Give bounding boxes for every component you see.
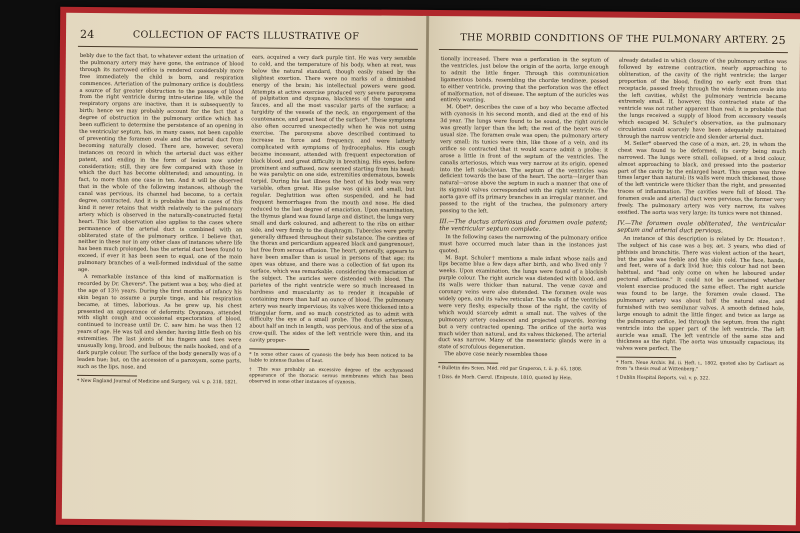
left-column-2 xyxy=(249,54,416,386)
paragraph: M. Seiler* observed the case of a man, æt. 29, in whom the chest was found to be deformed, its cavity being much narrowed. The lungs were small, collapsed, of a livid colour, almost approaching to black, and pressed into the posterior part of the cavity by the enlarged heart. This organ was three times larger than natural; its walls were much thickened, those of the left ventricle were thicker than the right, and presented traces of inflammation. The cavities were full of blood. The foramen ovale and arterial duct were pervious, the former very freely. The pulmonary artery was very narrow, its valves ossified. The aorta was very large; its tunics were not thinned. xyxy=(617,140,787,217)
left-page-number: 24 xyxy=(79,27,95,42)
right-column-1 xyxy=(438,56,609,383)
left-page-header xyxy=(66,29,426,46)
paragraph: M. Obet*, describes the case of a boy who became affected with cyanosis in his second month, and died at the end of his 3d year. The lungs were found to be sound, the right auricle was greatly larger than the left; the rest of the heart was of usual size. The foramen ovale was open; the pulmonary artery very small; its tunics were thin, like those of a vein, and its orifice so contracted that it would scarce admit a probe; it arose a little in front of the septum of the ventricles. The canalis arteriosus, which was very narrow at its origin, opened into the left subclavian. The septum of the ventricles was deficient towards the base of the heart. The aorta—larger than natural—arose above the septum in such a manner that one of its sigmoid valves corresponded with the right ventricle. The aorta gave off its primary branches in an irregular manner, and passed to the right of the trachea, the pulmonary artery passing to the left. xyxy=(439,104,609,215)
paragraph: already detailed in which closure of the pulmonary orifice was followed by extreme contraction, nearly approaching to obliteration, of the cavity of the right ventricle; the larger proportion of the blood, finding no early exit from that receptacle, passed freely through the wide foramen ovale into the left cavities, whilst the pulmonary ventricle became extremely small. If, however, this contracted state of the ventricle was not rather apparent than real, it is probable that the lungs received a supply of blood from accessory vessels which escaped M. Schuler's observation, as the pulmonary circulation could scarcely have been adequately maintained through the narrow ventricle and slender arterial duct. xyxy=(618,57,787,141)
left-page xyxy=(62,13,426,522)
footnote-rule xyxy=(438,362,498,364)
paragraph: An instance of this description is related by Dr. Houston†. The subject of his case was a boy, æt. 3 years, who died of phthisis and bronchitis. There was violent action of the heart, but the pulse was feeble and the skin cold. The face, hands, and feet, were of a dark livid hue; this colour had not been habitual, and "had only come on when he laboured under pectoral affections." It could not be ascertained whether violent exercise produced the same effect. The right auricle was found to be large, the foramen ovale closed. The pulmonary artery was about half the natural size, and furnished with two semilunar valves. A smooth defined hole, large enough to admit the little finger, and twice as large as the pulmonary orifice, led through the septum, from the right ventricle into the upper part of the left ventricle. The left auricle was small. The left ventricle of the same size and thickness as the right. The aorta was unusually capacious; its valves were perfect. The xyxy=(616,235,786,353)
footnote-rule xyxy=(77,375,137,377)
paragraph: A remarkable instance of this kind of malformation is recorded by Dr. Chevers*. The patient was a boy, who died at the age of 13½ years. During the first months of infancy his skin began to assume a purple tinge, and his respiration became, at times, laborious. As he grew up, his chest presented an appearance of deformity. Dyspnœa, attended with slight cough and occasional expectoration of blood, continued to increase until Dr. C. saw him: he was then 12 years of age. He was tall and slender, having little flesh on his extremities. The last joints of his fingers and toes were unusually long, broad, and bulbous; the nails hooked, and of a dark purple colour. The surface of the body generally was of a leaden hue; but, on the accession of a paroxysm, some parts, such as the lips, nose, and xyxy=(77,273,242,371)
paragraph: tionally increased. There was a perforation in the septum of the ventricles, just below the origin of the aorta, large enough to admit the little finger. Through this communication ligamentous bands, resembling the chordæ tendineæ, passed to either ventricle, proving that the perforation was the effect of malformation, not of disease. The septum of the auricles was entirely wanting. xyxy=(440,56,609,104)
section-heading: III.—The ductus arteriosus and foramen ovale patent; the ventricular septum complete. xyxy=(439,217,608,233)
footnote: † Dublin Hospital Reports, vol. v. p. 322. xyxy=(616,375,710,382)
footnote: * Horn. Neue Archiv. Bd. ii. Heft. i., 1802, quoted also by Carlisart as from "a thesis read at Wittenberg." xyxy=(616,360,785,373)
right-header-rule xyxy=(439,49,788,53)
paragraph: bebly due to the fact that, to whatever extent the urination of the pulmonary artery may have gone, the entrance of blood through its narrowed orifice is rendered considerably more free immediately the child is born, and respiration commences. Arteriation of the pulmonary orifice is doubtless a source of far greater obstruction to the passage of blood from the right ventricle during intra-uterine life, while the respiratory organs are inactive, than it is subsequently to birth; hence we may probably account for the fact that a degree of obstruction in the pulmonary orifice which has been sufficient to determine the persistence of an opening in the ventricular septum, has, in many cases, not been capable of preventing the foramen ovale and the arterial duct from becoming naturally closed. There are, however, several instances on record in which the arterial duct was either patent, and ending in the form of lesion now under consideration; still, they are few compared with those in which the duct has become obliterated; and amounting, in fact, to more than one case in ten. And it will be observed that in the whole of the following instances, although the canal was pervious, its channel had become, to a certain degree, contracted. And it is probable that in cases of this kind it never retains that width relatively to the pulmonary artery which is observed in the naturally-constructed fœtal heart. This last observation also applies to the cases where permanence of the arterial duct is combined with an obliterated state of the pulmonary orifice. I believe that, neither in these nor in any other class of instances where life has been much prolonged, has the arterial duct been found to exceed, if ever it has been seen to equal, one of the main pulmonary branches of a well-formed individual of the same age. xyxy=(77,52,244,274)
footnote: * In some other cases of cyanosis the body has been noticed to be liable to intense flushes of heat. xyxy=(249,352,414,365)
left-running-title: COLLECTION OF FACTS ILLUSTRATIVE OF xyxy=(132,29,360,43)
footnote: † This was probably an excessive degree of the ecchymosed appearance of the thoracic serous membranes which has been observed in some other instances of cyanosis. xyxy=(248,367,414,386)
right-column-2 xyxy=(616,58,787,384)
footnote: * New England Journal of Medicine and Surgery, vol. v. p. 218, 1821. xyxy=(76,378,238,386)
footnote-rule xyxy=(616,357,676,359)
open-book xyxy=(56,7,800,531)
left-header-rule xyxy=(78,46,418,50)
right-page xyxy=(425,16,800,525)
footnote-rule xyxy=(249,348,309,350)
right-page-header xyxy=(429,32,800,49)
right-page-number: 25 xyxy=(771,33,787,48)
footnote: * Bulletin des Scien. Méd. réd par Graperon, t. ii. p. 65, 1808. xyxy=(438,366,583,373)
paragraph: M. Bapt. Schuler† mentions a male infant whose nails and lips became blue a few days after birth, and who lived only 7 weeks. Upon examination, the lungs were found of a blackish purple colour. The right auricle was distended with blood, and its walls were thicker than natural. The venæ cavæ and coronary veins were also distended. The foramen ovale was widely open, and its valve reticular. The walls of the ventricles were very fleshy, especially those of the right, the cavity of which would scarcely admit a small nut. The valves of the pulmonary artery coalesced and projected upwards, leaving but a very contracted opening. The orifice of the aorta was much wider than natural, and its valves thickened. The arterial duct was narrow. Many of the mesenteric glands were in a state of scrofulous degeneration. xyxy=(438,254,608,352)
left-column-1 xyxy=(77,53,244,386)
right-running-title: THE MORBID CONDITIONS OF THE PULMONARY ARTERY. xyxy=(460,32,769,46)
paragraph: In the following cases the narrowing of the pulmonary orifice must have occurred much later than in the instances just quoted. xyxy=(439,233,608,254)
paragraph: ears, acquired a very dark purple tint. He was very sensible to cold, and the temperature of his body, when at rest, was below the natural standard, though easily raised by the slightest exertion. There were no marks of a diminished energy of the brain; his intellectual powers were good. Attempts at active exercise produced very severe paroxysms of palpitation and dyspnœa, blackness of the tongue and fauces, and all the most vascular parts of the surface; a turgidity of the vessels of the neck, an engorgement of the countenance, and great heat of the surface*. These symptoms also often occurred unexpectedly when he was not using exercise. The paroxysms above described continued to increase in force and frequency, and were latterly complicated with symptoms of hydrocephalus. His cough became incessant, attended with frequent expectoration of black blood, and great difficulty in breathing. His eyes, before prominent and suffused, now seemed starting from his head; he was paralytic on one side, extremities œdematous, bowels torpid. During his last illness the heat of his body was very variable, often great. His pulse was quick and small, but regular. Deglutition was often suspended, and he had frequent hemorrhages from the mouth and nose. He died reduced to the last degree of emaciation. Upon examination, the thymus gland was found large and distinct, the lungs very small and dark coloured, and adherent to the ribs on either side, and very firmly to the diaphragm. Tubercles were pretty generally diffused throughout their substance. The cavities of the thorax and pericardium appeared black and gangrenous†, but free from serous effusion. The heart, generally, appears to have been smaller than is usual in persons of that age; its apex was obtuse, and there was a collection of fat upon its surface, which was remarkable, considering the emaciation of the subject. The auricles were distended with blood. The parietes of the right ventricle were so much increased in hardness and muscularity as to render it incapable of containing more than half an ounce of blood. The pulmonary artery was nearly impervious; its valves were thickened into a triangular form, and so much constricted as to admit with difficulty the eye of a small probe. The ductus arteriosus, about half an inch in length, was pervious, and of the size of a crow-quill. The sides of the left ventricle were thin, and its cavity proper- xyxy=(249,54,416,344)
paragraph: The above case nearly resembles those xyxy=(444,351,548,359)
footnote: † Diss. de Morb. Cærul. (Enipeute, 1810, quoted by Hein. xyxy=(438,375,573,382)
section-heading: IV.—The foramen ovale obliterated, the ventricular septum and arterial duct pervious. xyxy=(617,219,786,235)
